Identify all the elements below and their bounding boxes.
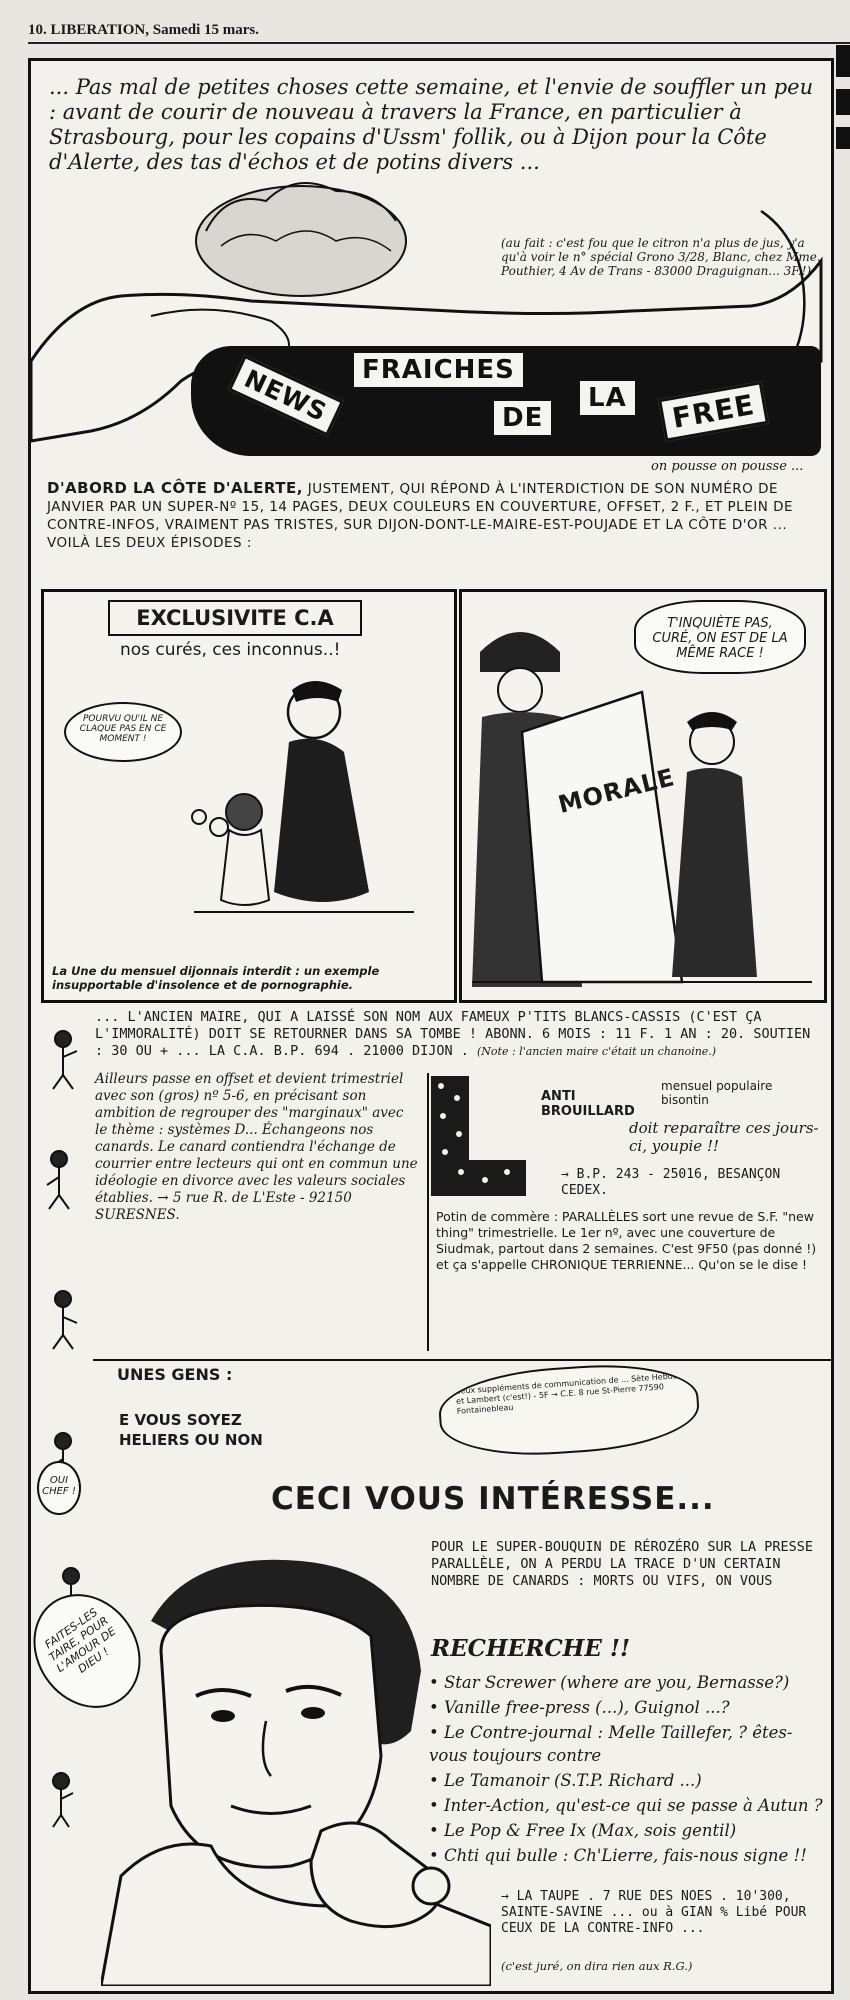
adjacent-column-edge: [836, 45, 850, 185]
news-banner: [191, 346, 821, 456]
ceci-vous-interesse: CECI VOUS INTÉRESSE...: [271, 1481, 715, 1517]
mensuel-label: mensuel populaire bisontin: [661, 1079, 773, 1107]
oui-chef-bubble: OUI CHEF !: [37, 1461, 81, 1515]
tagline: on pousse on pousse ...: [651, 459, 804, 474]
morale-sign: MORALE: [555, 763, 678, 819]
faites-les-taire-bubble: FAITES-LES TAIRE, POUR L'AMOUR DE DIEU !: [12, 1573, 163, 1729]
wanted-list: [429, 1671, 824, 1869]
ancien-maire-body: ... L'ANCIEN MAIRE, QUI A LAISSÉ SON NOM AUX FAMEUX P'TITS BLANCS-CASSIS (C'EST ÇA L'IMMORALITÉ) DOIT SE RETOURNER DANS SA TOMBE ! ABONN. 6 MOIS : 11 F. 1 AN : 20. SOUTIEN : 30 OU + ... LA C.A. B.P. 694 . 21000 DIJON .: [95, 1009, 811, 1059]
anti-brouillard-title: ANTI BROUILLARD: [541, 1089, 635, 1119]
list-item: • Chti qui bulle : Ch'Lierre, fais-nous signe !!: [429, 1846, 807, 1865]
abord-body: JUSTEMENT, QUI RÉPOND À L'INTERDICTION DE SON NUMÉRO DE JANVIER PAR UN SUPER-Nº 15, 14 PAGES, DEUX COULEURS EN COUVERTURE, OFFSET, 2 F., ET PLEIN DE CONTRE-INFOS, VRAIMENT PAS TRISTES, SUR DIJON-DONT-LE-MAIRE-EST-POUJADE ET LA CÔTE D'OR ... VOILÀ LES DEUX ÉPISODES :: [47, 481, 794, 551]
list-item: • Le Contre-journal : Melle Taillefer, ? êtes-vous toujours contre: [429, 1723, 793, 1765]
page-header-text: 10. LIBERATION, Samedi 15 mars.: [28, 22, 259, 38]
abord-lead: D'ABORD LA CÔTE D'ALERTE,: [47, 479, 303, 497]
jeunes-gens-text: UNES GENS :: [117, 1365, 233, 1384]
newspaper-header: [28, 18, 850, 44]
recherche-intro: POUR LE SUPER-BOUQUIN DE RÉROZÉRO SUR LA PRESSE PARALLÈLE, ON A PERDU LA TRACE D'UN CERTAIN NOMBRE DE CANARDS : MORTS OU VIFS, ON VOUS: [431, 1539, 814, 1589]
banner-word-la: LA: [577, 378, 638, 418]
comic-right: [459, 589, 827, 1003]
la-taupe-address: → LA TAUPE . 7 RUE DES NOES . 10'300, SAINTE-SAVINE ... ou à GIAN % Libé POUR CEUX DE LA CONTRE-INFO ...: [501, 1889, 807, 1936]
aside-text: (au fait : c'est fou que le citron n'a plus de jus, y'a qu'à voir le n° spécial Grono 3/28, Blanc, chez Mme. Pouthier, 4 Av de Trans - 83000 Draguignan... 3F.!): [501, 236, 821, 278]
banner-word-news: NEWS: [228, 355, 344, 437]
potin-commere-text: Potin de commère : PARALLÈLES sort une revue de S.F. "new thing" trimestrielle. Le 1er nº, avec une couverture de Siudmak, partout dans 2 semaines. C'est 9F50 (pas donné !) et ça s'appelle CHRONIQUE TERRIENNE... Qu'on se le dise !: [436, 1209, 817, 1272]
speech-bubble-right: T'INQUIÈTE PAS, CURÉ, ON EST DE LA MÊME RACE !: [634, 600, 806, 674]
banner-word-free: FREE: [658, 381, 769, 442]
middle-divider: [427, 1073, 429, 1351]
cote-alerte-text: [47, 479, 817, 552]
list-item: • Le Tamanoir (S.T.P. Richard ...): [429, 1771, 702, 1790]
ancien-maire-note: (Note : l'ancien maire c'était un chanoine.): [477, 1045, 717, 1058]
recherche-heading: RECHERCHE !!: [431, 1635, 631, 1662]
supplement-blob: deux suppléments de communication de ... Sète Hebdo et Lambert (c'est!) - 5F → C.E. 8 rue St-Pierre 77590 Fontainebleau: [436, 1358, 701, 1462]
jure-note: (c'est juré, on dira rien aux R.G.): [501, 1959, 693, 1973]
comic-left-caption: La Une du mensuel dijonnais interdit : un exemple insupportable d'insolence et de pornographie.: [52, 964, 380, 992]
lower-divider: [93, 1359, 831, 1361]
intro-text: ... Pas mal de petites choses cette semaine, et l'envie de souffler un peu : avant de courir de nouveau à travers la France, en particulier à Strasbourg, pour les copains d'Ussm' follik, ou à Dijon pour la Côte d'Alerte, des tas d'échos et de potins divers ...: [49, 75, 814, 174]
doit-reparaitre-text: doit reparaître ces jours-ci, youpie !!: [629, 1119, 819, 1155]
ailleurs-text: Ailleurs passe en offset et devient trimestriel avec son (gros) nº 5-6, en précisant son ambition de regrouper des "marginaux" avec le thème : systèmes D... Échangeons nos canards. Le canard contiendra l'échange de courrier entre lecteurs qui ont en commun une idéologie en divorce avec les valeurs sociales établies. → 5 rue R. de L'Este - 92150 SURESNES.: [95, 1071, 418, 1223]
police-priest-illustration: [462, 612, 822, 996]
list-item: • Le Pop & Free Ix (Max, sois gentil): [429, 1821, 737, 1840]
exclusivite-title: EXCLUSIVITE C.A: [108, 600, 362, 636]
speech-bubble-left: POURVU QU'IL NE CLAQUE PAS EN CE MOMENT !: [64, 702, 182, 762]
ancien-maire-text: [95, 1009, 823, 1060]
vous-soyez-text: E VOUS SOYEZ: [119, 1411, 242, 1429]
marching-figures: [33, 1009, 91, 1359]
list-item: • Vanille free-press (...), Guignol ...?: [429, 1698, 730, 1717]
anti-brouillard-address: → B.P. 243 - 25016, BESANÇON CEDEX.: [561, 1167, 781, 1198]
banner-word-de: DE: [491, 398, 554, 438]
priest-illustration: [174, 672, 434, 922]
news-page-frame: [28, 58, 834, 1994]
list-item: • Star Screwer (where are you, Bernasse?): [429, 1673, 790, 1692]
banner-word-fraiches: FRAICHES: [351, 350, 526, 390]
top-panel: [31, 61, 831, 461]
list-item: • Inter-Action, qu'est-ce qui se passe à Autun ?: [429, 1796, 823, 1815]
heliers-text: HELIERS OU NON: [119, 1431, 263, 1449]
exclusivite-subtitle: nos curés, ces inconnus..!: [120, 640, 341, 660]
comic-left: [41, 589, 457, 1003]
l-logo: [431, 1076, 526, 1196]
